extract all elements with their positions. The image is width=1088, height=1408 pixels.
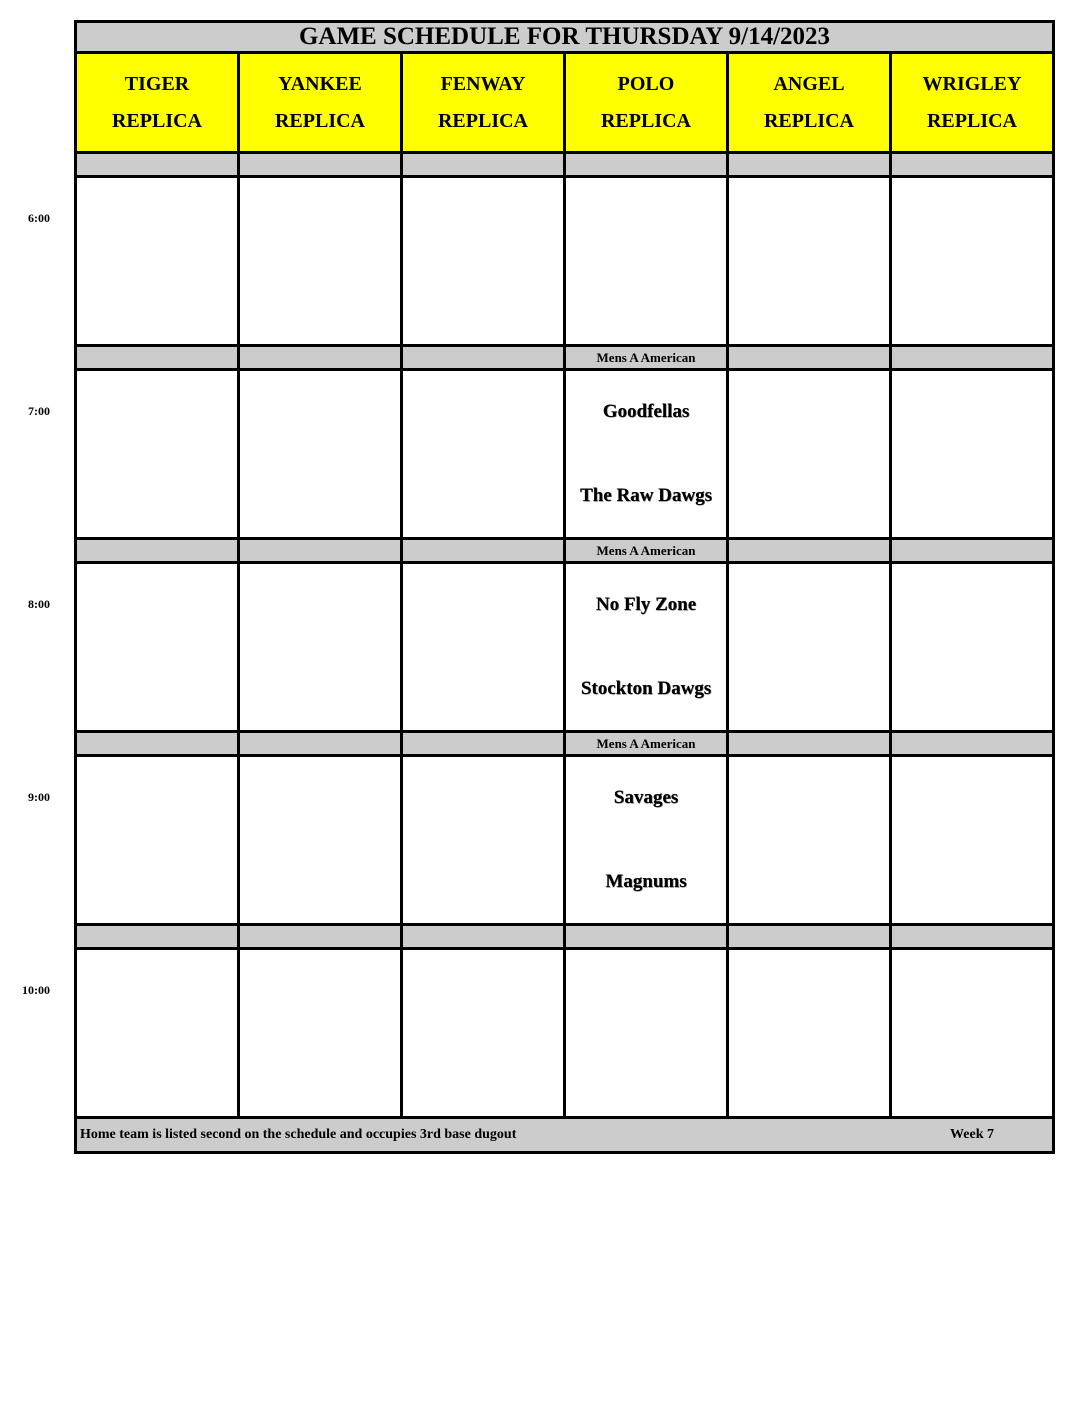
field-name: YANKEE <box>278 72 362 95</box>
field-header-yankee <box>240 54 403 154</box>
game-cell-fenway <box>403 178 566 347</box>
division-cell-fenway <box>403 733 566 757</box>
schedule-title: GAME SCHEDULE FOR THURSDAY 9/14/2023 <box>74 20 1055 54</box>
game-cell-polo <box>566 371 729 540</box>
division-cell-polo: Mens A American <box>566 733 729 757</box>
time-slot <box>28 347 1055 540</box>
division-cell-tiger <box>77 347 240 371</box>
home-team: Stockton Dawgs <box>580 678 712 699</box>
division-cell-tiger <box>77 154 240 178</box>
game-cell-tiger <box>77 950 240 1119</box>
game-cell-fenway <box>403 564 566 733</box>
field-header-row <box>74 54 1055 154</box>
division-cell-fenway <box>403 347 566 371</box>
away-team: No Fly Zone <box>595 594 697 615</box>
division-cell-wrigley <box>892 154 1055 178</box>
division-cell-wrigley <box>892 540 1055 564</box>
division-cell-yankee <box>240 733 403 757</box>
game-cell-tiger <box>77 757 240 926</box>
field-name: FENWAY <box>440 72 526 95</box>
time-slot <box>28 154 1055 347</box>
division-cell-yankee <box>240 540 403 564</box>
field-header-fenway <box>403 54 566 154</box>
game-cell-angel <box>729 950 892 1119</box>
game-cell-tiger <box>77 178 240 347</box>
game-cell-angel <box>729 757 892 926</box>
time-label: 7:00 <box>28 404 50 418</box>
field-name: ANGEL <box>773 72 845 95</box>
game-cell-wrigley <box>892 757 1055 926</box>
division-cell-angel <box>729 540 892 564</box>
field-name: WRIGLEY <box>922 72 1022 95</box>
division-row <box>74 154 1055 178</box>
field-name: TIGER <box>124 72 190 95</box>
division-cell-angel <box>729 154 892 178</box>
division-cell-angel <box>729 733 892 757</box>
schedule-sheet <box>22 20 1055 1154</box>
division-cell-wrigley <box>892 926 1055 950</box>
game-cell-angel <box>729 371 892 540</box>
game-cell-fenway <box>403 757 566 926</box>
division-cell-tiger <box>77 540 240 564</box>
division-cell-angel <box>729 926 892 950</box>
game-cell-yankee <box>240 178 403 347</box>
field-header-tiger <box>77 54 240 154</box>
week-label: Week 7 <box>950 1127 994 1142</box>
schedule-footer <box>74 1119 1055 1154</box>
game-cell-wrigley <box>892 564 1055 733</box>
game-row <box>74 950 1055 1119</box>
division-cell-yankee <box>240 154 403 178</box>
game-cell-polo <box>566 757 729 926</box>
field-header-angel <box>729 54 892 154</box>
game-cell-polo <box>566 950 729 1119</box>
game-cell-fenway <box>403 950 566 1119</box>
division-cell-yankee <box>240 347 403 371</box>
division-cell-tiger <box>77 733 240 757</box>
game-cell-yankee <box>240 564 403 733</box>
division-row <box>74 540 1055 564</box>
game-row <box>74 371 1055 540</box>
home-team: The Raw Dawgs <box>580 485 712 506</box>
away-team: Goodfellas <box>602 401 690 422</box>
division-cell-polo: Mens A American <box>566 540 729 564</box>
field-type: REPLICA <box>600 109 691 132</box>
division-cell-polo: Mens A American <box>566 347 729 371</box>
division-row <box>74 733 1055 757</box>
game-cell-wrigley <box>892 178 1055 347</box>
time-label: 8:00 <box>28 597 50 611</box>
game-cell-yankee <box>240 950 403 1119</box>
time-label: 10:00 <box>22 983 50 997</box>
game-cell-fenway <box>403 371 566 540</box>
time-slots <box>22 154 1055 1119</box>
game-cell-yankee <box>240 371 403 540</box>
game-cell-angel <box>729 178 892 347</box>
game-cell-polo <box>566 178 729 347</box>
division-row <box>74 926 1055 950</box>
game-cell-tiger <box>77 371 240 540</box>
time-label: 6:00 <box>28 211 50 225</box>
away-team: Savages <box>613 787 679 808</box>
time-slot <box>22 926 1055 1119</box>
division-cell-fenway <box>403 154 566 178</box>
time-slot <box>28 733 1055 926</box>
division-cell-tiger <box>77 926 240 950</box>
field-name: POLO <box>617 72 675 95</box>
field-header-polo <box>566 54 729 154</box>
home-team: Magnums <box>605 871 687 892</box>
game-cell-wrigley <box>892 950 1055 1119</box>
division-cell-angel <box>729 347 892 371</box>
field-type: REPLICA <box>437 109 528 132</box>
field-type: REPLICA <box>111 109 202 132</box>
game-cell-polo <box>566 564 729 733</box>
division-cell-yankee <box>240 926 403 950</box>
game-cell-yankee <box>240 757 403 926</box>
field-type: REPLICA <box>274 109 365 132</box>
field-type: REPLICA <box>763 109 854 132</box>
game-cell-wrigley <box>892 371 1055 540</box>
division-cell-polo <box>566 926 729 950</box>
division-cell-fenway <box>403 926 566 950</box>
game-cell-angel <box>729 564 892 733</box>
division-cell-polo <box>566 154 729 178</box>
division-cell-wrigley <box>892 347 1055 371</box>
division-cell-fenway <box>403 540 566 564</box>
game-row <box>74 564 1055 733</box>
time-label: 9:00 <box>28 790 50 804</box>
game-row <box>74 178 1055 347</box>
field-type: REPLICA <box>926 109 1017 132</box>
division-row <box>74 347 1055 371</box>
division-cell-wrigley <box>892 733 1055 757</box>
game-cell-tiger <box>77 564 240 733</box>
game-row <box>74 757 1055 926</box>
time-slot <box>28 540 1055 733</box>
field-header-wrigley <box>892 54 1055 154</box>
home-team-note: Home team is listed second on the schedule and occupies 3rd base dugout <box>80 1127 517 1142</box>
